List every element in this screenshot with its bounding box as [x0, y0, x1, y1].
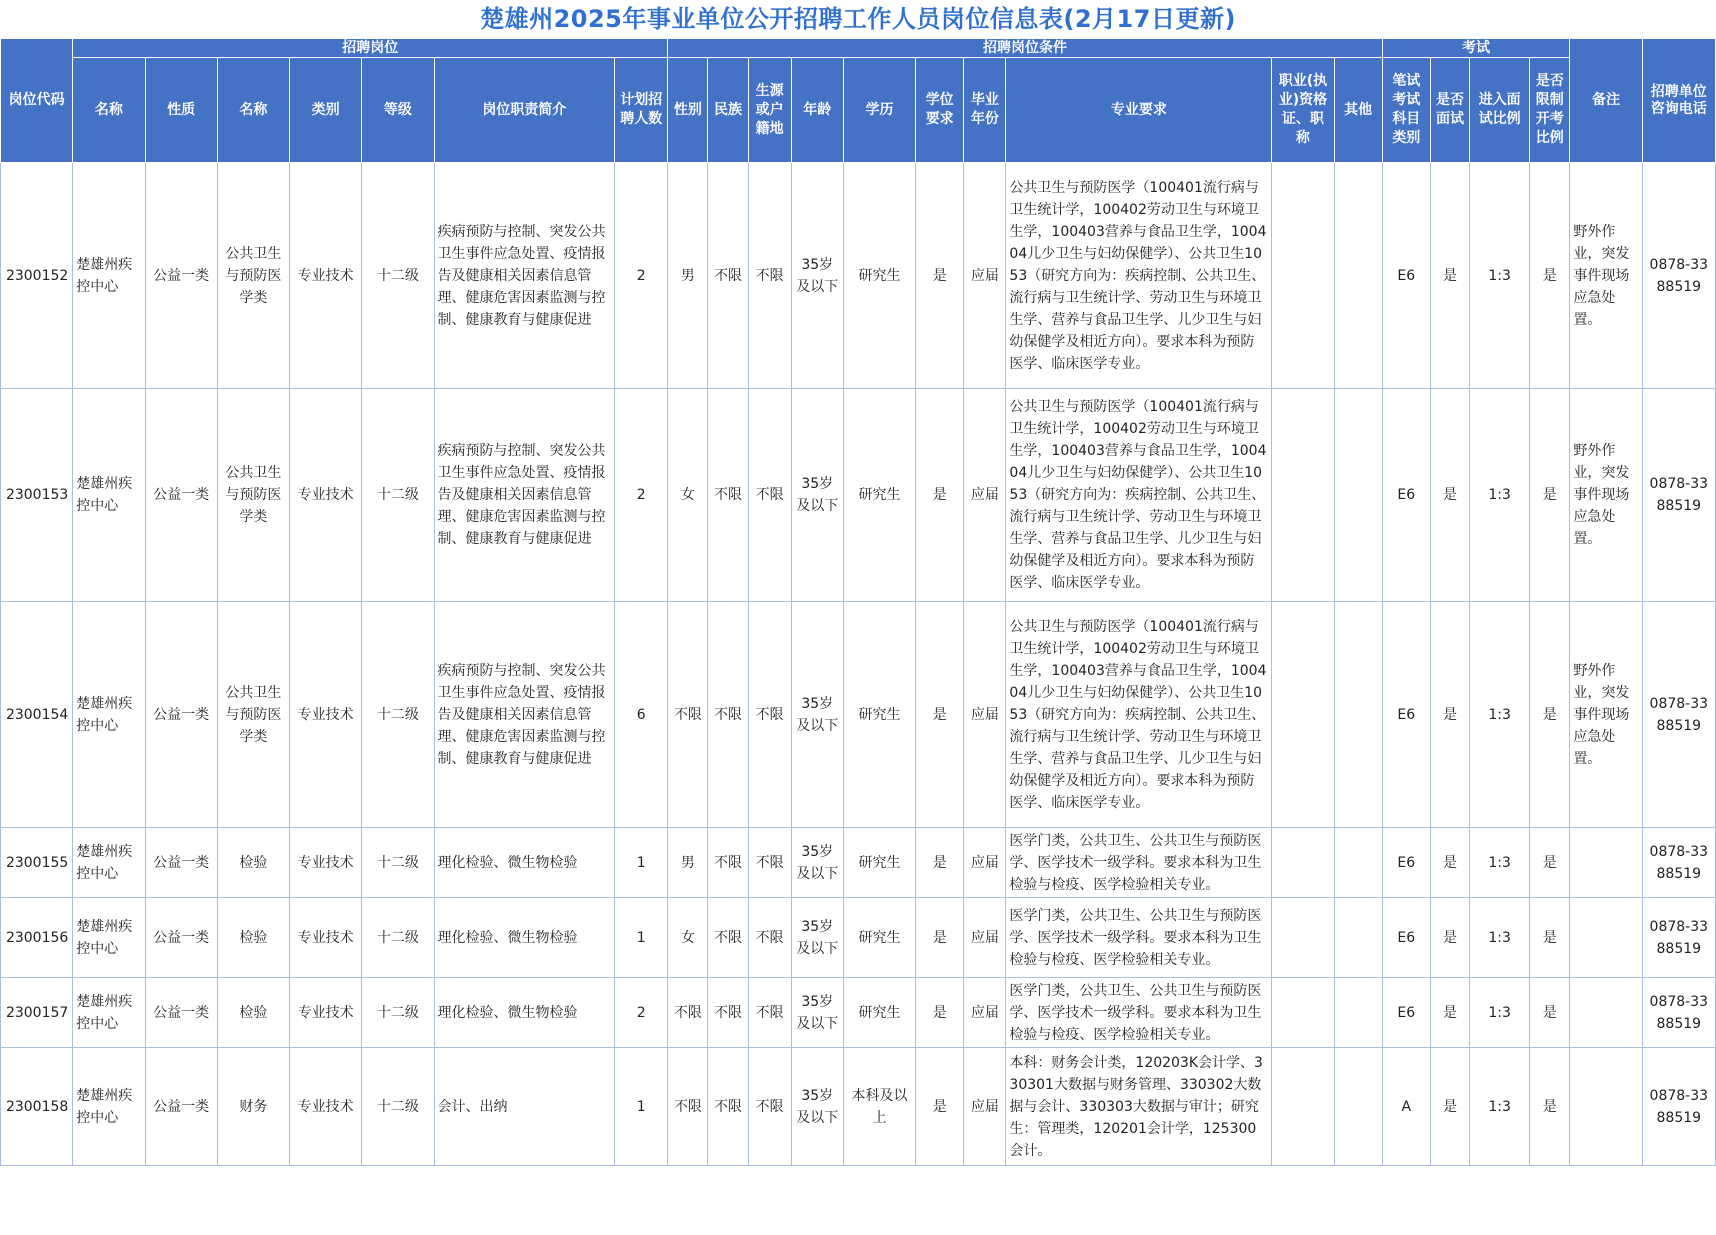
cell-remark	[1570, 828, 1642, 898]
header-major: 专业要求	[1006, 58, 1272, 163]
cell-education: 研究生	[843, 602, 915, 828]
cell-duties: 疾病预防与控制、突发公共卫生事件应急处置、疫情报告及健康相关因素信息管理、健康危害因素监测与控制、健康教育与健康促进	[434, 602, 615, 828]
cell-origin: 不限	[748, 898, 791, 978]
cell-cert	[1272, 828, 1334, 898]
cell-other	[1334, 602, 1382, 828]
cell-phone: 0878-3388519	[1642, 898, 1715, 978]
cell-exam: E6	[1382, 978, 1430, 1048]
header-remark: 备注	[1570, 39, 1642, 163]
cell-cert	[1272, 978, 1334, 1048]
cell-major: 医学门类，公共卫生、公共卫生与预防医学、医学技术一级学科。要求本科为卫生检验与检疫、医学检验相关专业。	[1006, 978, 1272, 1048]
cell-degree: 是	[916, 163, 964, 389]
header-education: 学历	[843, 58, 915, 163]
cell-unit: 楚雄州疾控中心	[73, 602, 145, 828]
cell-ratio: 1:3	[1470, 602, 1530, 828]
cell-age: 35岁及以下	[791, 828, 843, 898]
header-age: 年龄	[791, 58, 843, 163]
cell-phone: 0878-3388519	[1642, 389, 1715, 602]
cell-education: 研究生	[843, 978, 915, 1048]
cell-nature: 公益一类	[145, 602, 217, 828]
cell-education: 研究生	[843, 389, 915, 602]
cell-phone: 0878-3388519	[1642, 602, 1715, 828]
cell-gender: 女	[668, 898, 708, 978]
header-limit-ratio: 是否限制开考比例	[1530, 58, 1570, 163]
cell-code: 2300158	[1, 1048, 73, 1166]
cell-major: 公共卫生与预防医学（100401流行病与卫生统计学，100402劳动卫生与环境卫生学，100403营养与食品卫生学，100404儿少卫生与妇幼保健学）、公共卫生1053（研究方向为：疾病控制、公共卫生、流行病与卫生统计学、劳动卫生与环境卫生学、营养与食品卫生学、儿少卫生与妇幼保健学及相近方向）。要求本科为预防医学、临床医学专业。	[1006, 389, 1272, 602]
cell-grad-year: 应届	[964, 898, 1006, 978]
cell-exam: E6	[1382, 828, 1430, 898]
cell-other	[1334, 978, 1382, 1048]
cell-origin: 不限	[748, 602, 791, 828]
cell-cert	[1272, 163, 1334, 389]
cell-grad-year: 应届	[964, 163, 1006, 389]
page-title: 楚雄州2025年事业单位公开招聘工作人员岗位信息表(2月17日更新)	[480, 5, 1236, 33]
cell-nature: 公益一类	[145, 163, 217, 389]
cell-education: 本科及以上	[843, 1048, 915, 1166]
table-row	[1, 978, 1716, 1048]
header-nature: 性质	[145, 58, 217, 163]
cell-limit: 是	[1530, 163, 1570, 389]
cell-cert	[1272, 1048, 1334, 1166]
cell-major: 公共卫生与预防医学（100401流行病与卫生统计学，100402劳动卫生与环境卫生学，100403营养与食品卫生学，100404儿少卫生与妇幼保健学）、公共卫生1053（研究方向为：疾病控制、公共卫生、流行病与卫生统计学、劳动卫生与环境卫生学、营养与食品卫生学、儿少卫生与妇幼保健学及相近方向）。要求本科为预防医学、临床医学专业。	[1006, 602, 1272, 828]
header-category: 类别	[290, 58, 362, 163]
cell-degree: 是	[916, 389, 964, 602]
cell-origin: 不限	[748, 978, 791, 1048]
cell-level: 十二级	[362, 898, 434, 978]
cell-ethnicity: 不限	[708, 898, 748, 978]
cell-unit: 楚雄州疾控中心	[73, 163, 145, 389]
cell-category: 专业技术	[290, 898, 362, 978]
cell-ethnicity: 不限	[708, 978, 748, 1048]
cell-gender: 不限	[668, 1048, 708, 1166]
cell-other	[1334, 828, 1382, 898]
cell-category: 专业技术	[290, 1048, 362, 1166]
cell-unit: 楚雄州疾控中心	[73, 389, 145, 602]
cell-post: 检验	[217, 898, 289, 978]
cell-code: 2300157	[1, 978, 73, 1048]
cell-count: 2	[615, 978, 668, 1048]
cell-limit: 是	[1530, 1048, 1570, 1166]
cell-category: 专业技术	[290, 602, 362, 828]
cell-duties: 疾病预防与控制、突发公共卫生事件应急处置、疫情报告及健康相关因素信息管理、健康危害因素监测与控制、健康教育与健康促进	[434, 389, 615, 602]
cell-gender: 女	[668, 389, 708, 602]
cell-code: 2300153	[1, 389, 73, 602]
cell-ethnicity: 不限	[708, 389, 748, 602]
cell-grad-year: 应届	[964, 389, 1006, 602]
cell-limit: 是	[1530, 389, 1570, 602]
cell-interview: 是	[1430, 828, 1469, 898]
cell-duties: 会计、出纳	[434, 1048, 615, 1166]
cell-exam: E6	[1382, 602, 1430, 828]
cell-count: 2	[615, 389, 668, 602]
cell-phone: 0878-3388519	[1642, 978, 1715, 1048]
cell-count: 1	[615, 898, 668, 978]
cell-phone: 0878-3388519	[1642, 828, 1715, 898]
header-post-name: 名称	[217, 58, 289, 163]
cell-nature: 公益一类	[145, 828, 217, 898]
cell-nature: 公益一类	[145, 1048, 217, 1166]
positions-table	[0, 38, 1716, 1166]
cell-level: 十二级	[362, 978, 434, 1048]
header-level: 等级	[362, 58, 434, 163]
cell-category: 专业技术	[290, 389, 362, 602]
header-code: 岗位代码	[1, 39, 73, 163]
cell-gender: 男	[668, 828, 708, 898]
cell-limit: 是	[1530, 828, 1570, 898]
cell-level: 十二级	[362, 163, 434, 389]
cell-cert	[1272, 602, 1334, 828]
cell-unit: 楚雄州疾控中心	[73, 898, 145, 978]
header-interview: 是否面试	[1430, 58, 1469, 163]
cell-ratio: 1:3	[1470, 978, 1530, 1048]
cell-duties: 理化检验、微生物检验	[434, 898, 615, 978]
cell-duties: 理化检验、微生物检验	[434, 828, 615, 898]
cell-age: 35岁及以下	[791, 1048, 843, 1166]
cell-education: 研究生	[843, 163, 915, 389]
cell-count: 1	[615, 1048, 668, 1166]
cell-age: 35岁及以下	[791, 163, 843, 389]
cell-post: 公共卫生与预防医学类	[217, 163, 289, 389]
group-header-conditions: 招聘岗位条件	[668, 39, 1382, 58]
header-grad-year: 毕业年份	[964, 58, 1006, 163]
cell-code: 2300152	[1, 163, 73, 389]
cell-education: 研究生	[843, 898, 915, 978]
cell-ethnicity: 不限	[708, 828, 748, 898]
cell-ratio: 1:3	[1470, 389, 1530, 602]
cell-degree: 是	[916, 978, 964, 1048]
cell-age: 35岁及以下	[791, 898, 843, 978]
cell-level: 十二级	[362, 828, 434, 898]
cell-unit: 楚雄州疾控中心	[73, 978, 145, 1048]
cell-ethnicity: 不限	[708, 163, 748, 389]
header-origin: 生源或户籍地	[748, 58, 791, 163]
header-count: 计划招聘人数	[615, 58, 668, 163]
cell-post: 财务	[217, 1048, 289, 1166]
cell-major: 本科：财务会计类，120203K会计学、330301大数据与财务管理、330302大数据与会计、330303大数据与审计；研究生：管理类，120201会计学，125300会计。	[1006, 1048, 1272, 1166]
cell-major: 医学门类，公共卫生、公共卫生与预防医学、医学技术一级学科。要求本科为卫生检验与检疫、医学检验相关专业。	[1006, 828, 1272, 898]
cell-other	[1334, 389, 1382, 602]
cell-exam: E6	[1382, 389, 1430, 602]
header-duties: 岗位职责简介	[434, 58, 615, 163]
cell-age: 35岁及以下	[791, 389, 843, 602]
cell-grad-year: 应届	[964, 978, 1006, 1048]
cell-remark	[1570, 1048, 1642, 1166]
header-unit-name: 名称	[73, 58, 145, 163]
cell-other	[1334, 898, 1382, 978]
cell-level: 十二级	[362, 602, 434, 828]
header-ethnicity: 民族	[708, 58, 748, 163]
cell-count: 1	[615, 828, 668, 898]
cell-origin: 不限	[748, 163, 791, 389]
cell-post: 公共卫生与预防医学类	[217, 389, 289, 602]
table-row	[1, 163, 1716, 389]
table-row	[1, 1048, 1716, 1166]
cell-ethnicity: 不限	[708, 1048, 748, 1166]
cell-interview: 是	[1430, 602, 1469, 828]
cell-origin: 不限	[748, 1048, 791, 1166]
cell-ratio: 1:3	[1470, 898, 1530, 978]
cell-post: 公共卫生与预防医学类	[217, 602, 289, 828]
cell-phone: 0878-3388519	[1642, 1048, 1715, 1166]
table-row	[1, 828, 1716, 898]
cell-ratio: 1:3	[1470, 1048, 1530, 1166]
cell-interview: 是	[1430, 1048, 1469, 1166]
cell-exam: E6	[1382, 898, 1430, 978]
cell-origin: 不限	[748, 389, 791, 602]
cell-interview: 是	[1430, 389, 1469, 602]
cell-age: 35岁及以下	[791, 602, 843, 828]
cell-level: 十二级	[362, 389, 434, 602]
cell-other	[1334, 1048, 1382, 1166]
cell-phone: 0878-3388519	[1642, 163, 1715, 389]
cell-gender: 男	[668, 163, 708, 389]
cell-interview: 是	[1430, 978, 1469, 1048]
cell-degree: 是	[916, 898, 964, 978]
header-other: 其他	[1334, 58, 1382, 163]
header-gender: 性别	[668, 58, 708, 163]
header-phone: 招聘单位咨询电话	[1642, 39, 1715, 163]
table-row	[1, 389, 1716, 602]
cell-grad-year: 应届	[964, 1048, 1006, 1166]
cell-origin: 不限	[748, 828, 791, 898]
cell-cert	[1272, 389, 1334, 602]
cell-major: 医学门类，公共卫生、公共卫生与预防医学、医学技术一级学科。要求本科为卫生检验与检疫、医学检验相关专业。	[1006, 898, 1272, 978]
cell-degree: 是	[916, 602, 964, 828]
cell-cert	[1272, 898, 1334, 978]
cell-remark: 野外作业，突发事件现场应急处置。	[1570, 163, 1642, 389]
cell-count: 2	[615, 163, 668, 389]
cell-nature: 公益一类	[145, 978, 217, 1048]
cell-ratio: 1:3	[1470, 163, 1530, 389]
cell-limit: 是	[1530, 898, 1570, 978]
cell-unit: 楚雄州疾控中心	[73, 1048, 145, 1166]
cell-level: 十二级	[362, 1048, 434, 1166]
cell-degree: 是	[916, 1048, 964, 1166]
cell-remark	[1570, 978, 1642, 1048]
cell-limit: 是	[1530, 602, 1570, 828]
cell-interview: 是	[1430, 898, 1469, 978]
group-header-exam: 考试	[1382, 39, 1570, 58]
cell-degree: 是	[916, 828, 964, 898]
cell-nature: 公益一类	[145, 389, 217, 602]
cell-ethnicity: 不限	[708, 602, 748, 828]
cell-category: 专业技术	[290, 828, 362, 898]
cell-unit: 楚雄州疾控中心	[73, 828, 145, 898]
cell-limit: 是	[1530, 978, 1570, 1048]
cell-post: 检验	[217, 978, 289, 1048]
cell-code: 2300156	[1, 898, 73, 978]
header-ratio: 进入面试比例	[1470, 58, 1530, 163]
table-body	[1, 163, 1716, 1166]
cell-post: 检验	[217, 828, 289, 898]
cell-remark	[1570, 898, 1642, 978]
cell-major: 公共卫生与预防医学（100401流行病与卫生统计学，100402劳动卫生与环境卫生学，100403营养与食品卫生学，100404儿少卫生与妇幼保健学）、公共卫生1053（研究方向为：疾病控制、公共卫生、流行病与卫生统计学、劳动卫生与环境卫生学、营养与食品卫生学、儿少卫生与妇幼保健学及相近方向）。要求本科为预防医学、临床医学专业。	[1006, 163, 1272, 389]
cell-exam: E6	[1382, 163, 1430, 389]
cell-other	[1334, 163, 1382, 389]
cell-code: 2300155	[1, 828, 73, 898]
header-exam-category: 笔试考试科目类别	[1382, 58, 1430, 163]
cell-count: 6	[615, 602, 668, 828]
cell-code: 2300154	[1, 602, 73, 828]
cell-duties: 疾病预防与控制、突发公共卫生事件应急处置、疫情报告及健康相关因素信息管理、健康危害因素监测与控制、健康教育与健康促进	[434, 163, 615, 389]
cell-age: 35岁及以下	[791, 978, 843, 1048]
header-degree: 学位要求	[916, 58, 964, 163]
table-header	[1, 39, 1716, 163]
table-row	[1, 602, 1716, 828]
cell-nature: 公益一类	[145, 898, 217, 978]
cell-ratio: 1:3	[1470, 828, 1530, 898]
cell-category: 专业技术	[290, 978, 362, 1048]
cell-duties: 理化检验、微生物检验	[434, 978, 615, 1048]
cell-grad-year: 应届	[964, 828, 1006, 898]
cell-grad-year: 应届	[964, 602, 1006, 828]
cell-remark: 野外作业，突发事件现场应急处置。	[1570, 602, 1642, 828]
header-cert: 职业(执业)资格证、职称	[1272, 58, 1334, 163]
group-header-position: 招聘岗位	[73, 39, 668, 58]
cell-gender: 不限	[668, 602, 708, 828]
cell-education: 研究生	[843, 828, 915, 898]
cell-remark: 野外作业，突发事件现场应急处置。	[1570, 389, 1642, 602]
cell-gender: 不限	[668, 978, 708, 1048]
cell-exam: A	[1382, 1048, 1430, 1166]
cell-category: 专业技术	[290, 163, 362, 389]
cell-interview: 是	[1430, 163, 1469, 389]
table-row	[1, 898, 1716, 978]
